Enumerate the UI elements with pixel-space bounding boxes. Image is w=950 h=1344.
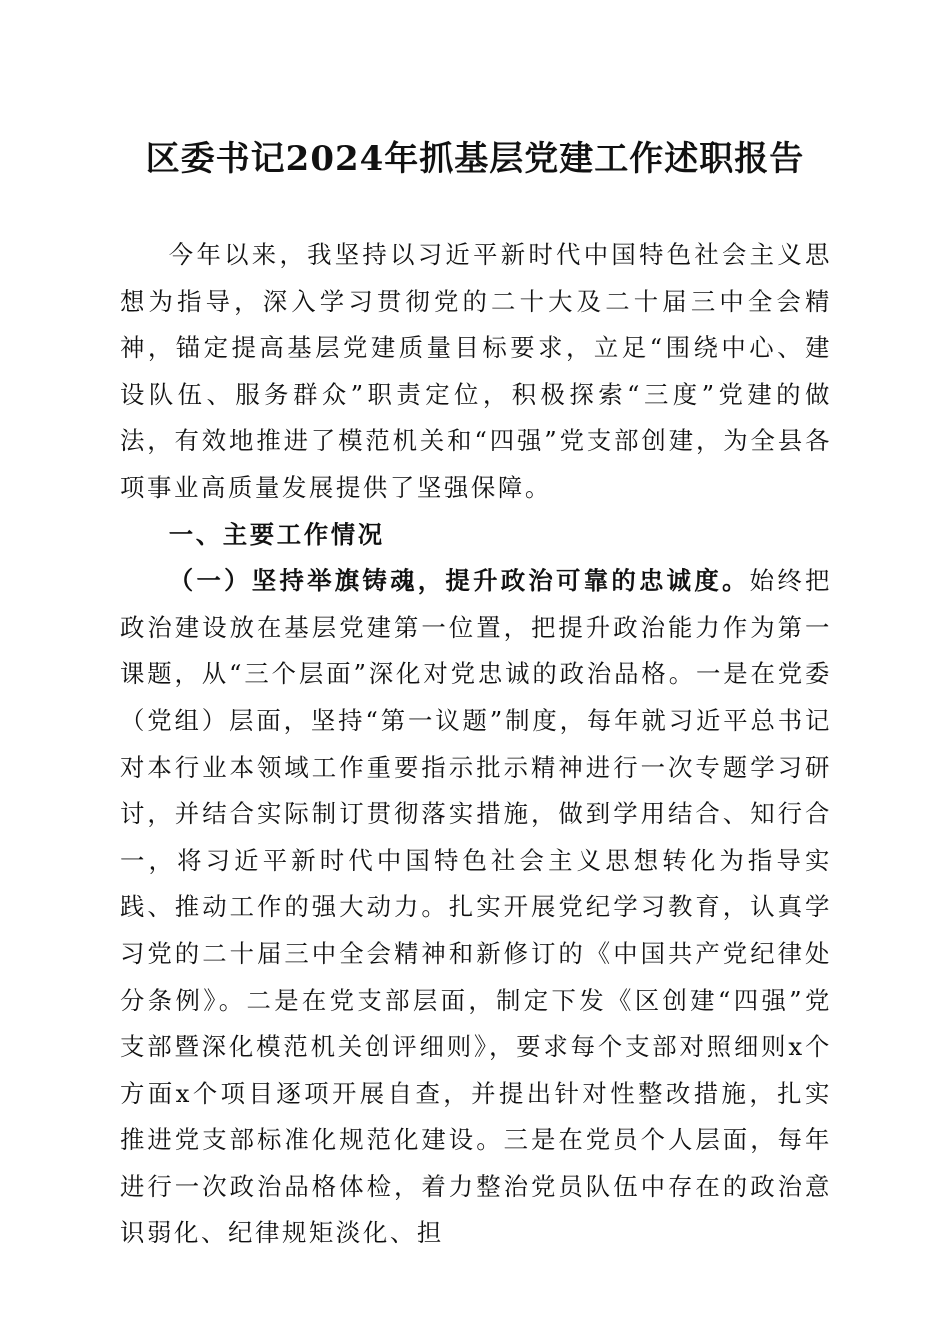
subsection-paragraph-political-loyalty bbox=[120, 558, 832, 1257]
subsection-heading: （一）坚持举旗铸魂，提升政治可靠的忠诚度。 bbox=[168, 566, 750, 596]
document-body bbox=[120, 232, 832, 1257]
intro-paragraph: 今年以来，我坚持以习近平新时代中国特色社会主义思想为指导，深入学习贯彻党的二十大及二十届三中全会精神，锚定提高基层党建质量目标要求，立足“围绕中心、建设队伍、服务群众”职责定位，积极探索“三度”党建的做法，有效地推进了模范机关和“四强”党支部创建，为全县各项事业高质量发展提供了坚强保障。 bbox=[120, 240, 832, 502]
document-title: 区委书记2024年抓基层党建工作述职报告 bbox=[145, 139, 805, 179]
section-heading-main-work: 一、主要工作情况 bbox=[168, 519, 385, 549]
subsection-body: 始终把政治建设放在基层党建第一位置，把提升政治能力作为第一课题，从“三个层面”深化对党忠诚的政治品格。一是在党委（党组）层面，坚持“第一议题”制度，每年就习近平总书记对本行业本领域工作重要指示批示精神进行一次专题学习研讨，并结合实际制订贯彻落实措施，做到学用结合、知行合一，将习近平新时代中国特色社会主义思想转化为指导实践、推动工作的强大动力。扎实开展党纪学习教育，认真学习党的二十届三中全会精神和新修订的《中国共产党纪律处分条例》。二是在党支部层面，制定下发《区创建“四强”党支部暨深化模范机关创评细则》，要求每个支部对照细则x个方面x个项目逐项开展自查，并提出针对性整改措施，扎实推进党支部标准化规范化建设。三是在党员个人层面，每年进行一次政治品格体检，着力整治党员队伍中存在的政治意识弱化、纪律规矩淡化、担 bbox=[120, 566, 832, 1248]
